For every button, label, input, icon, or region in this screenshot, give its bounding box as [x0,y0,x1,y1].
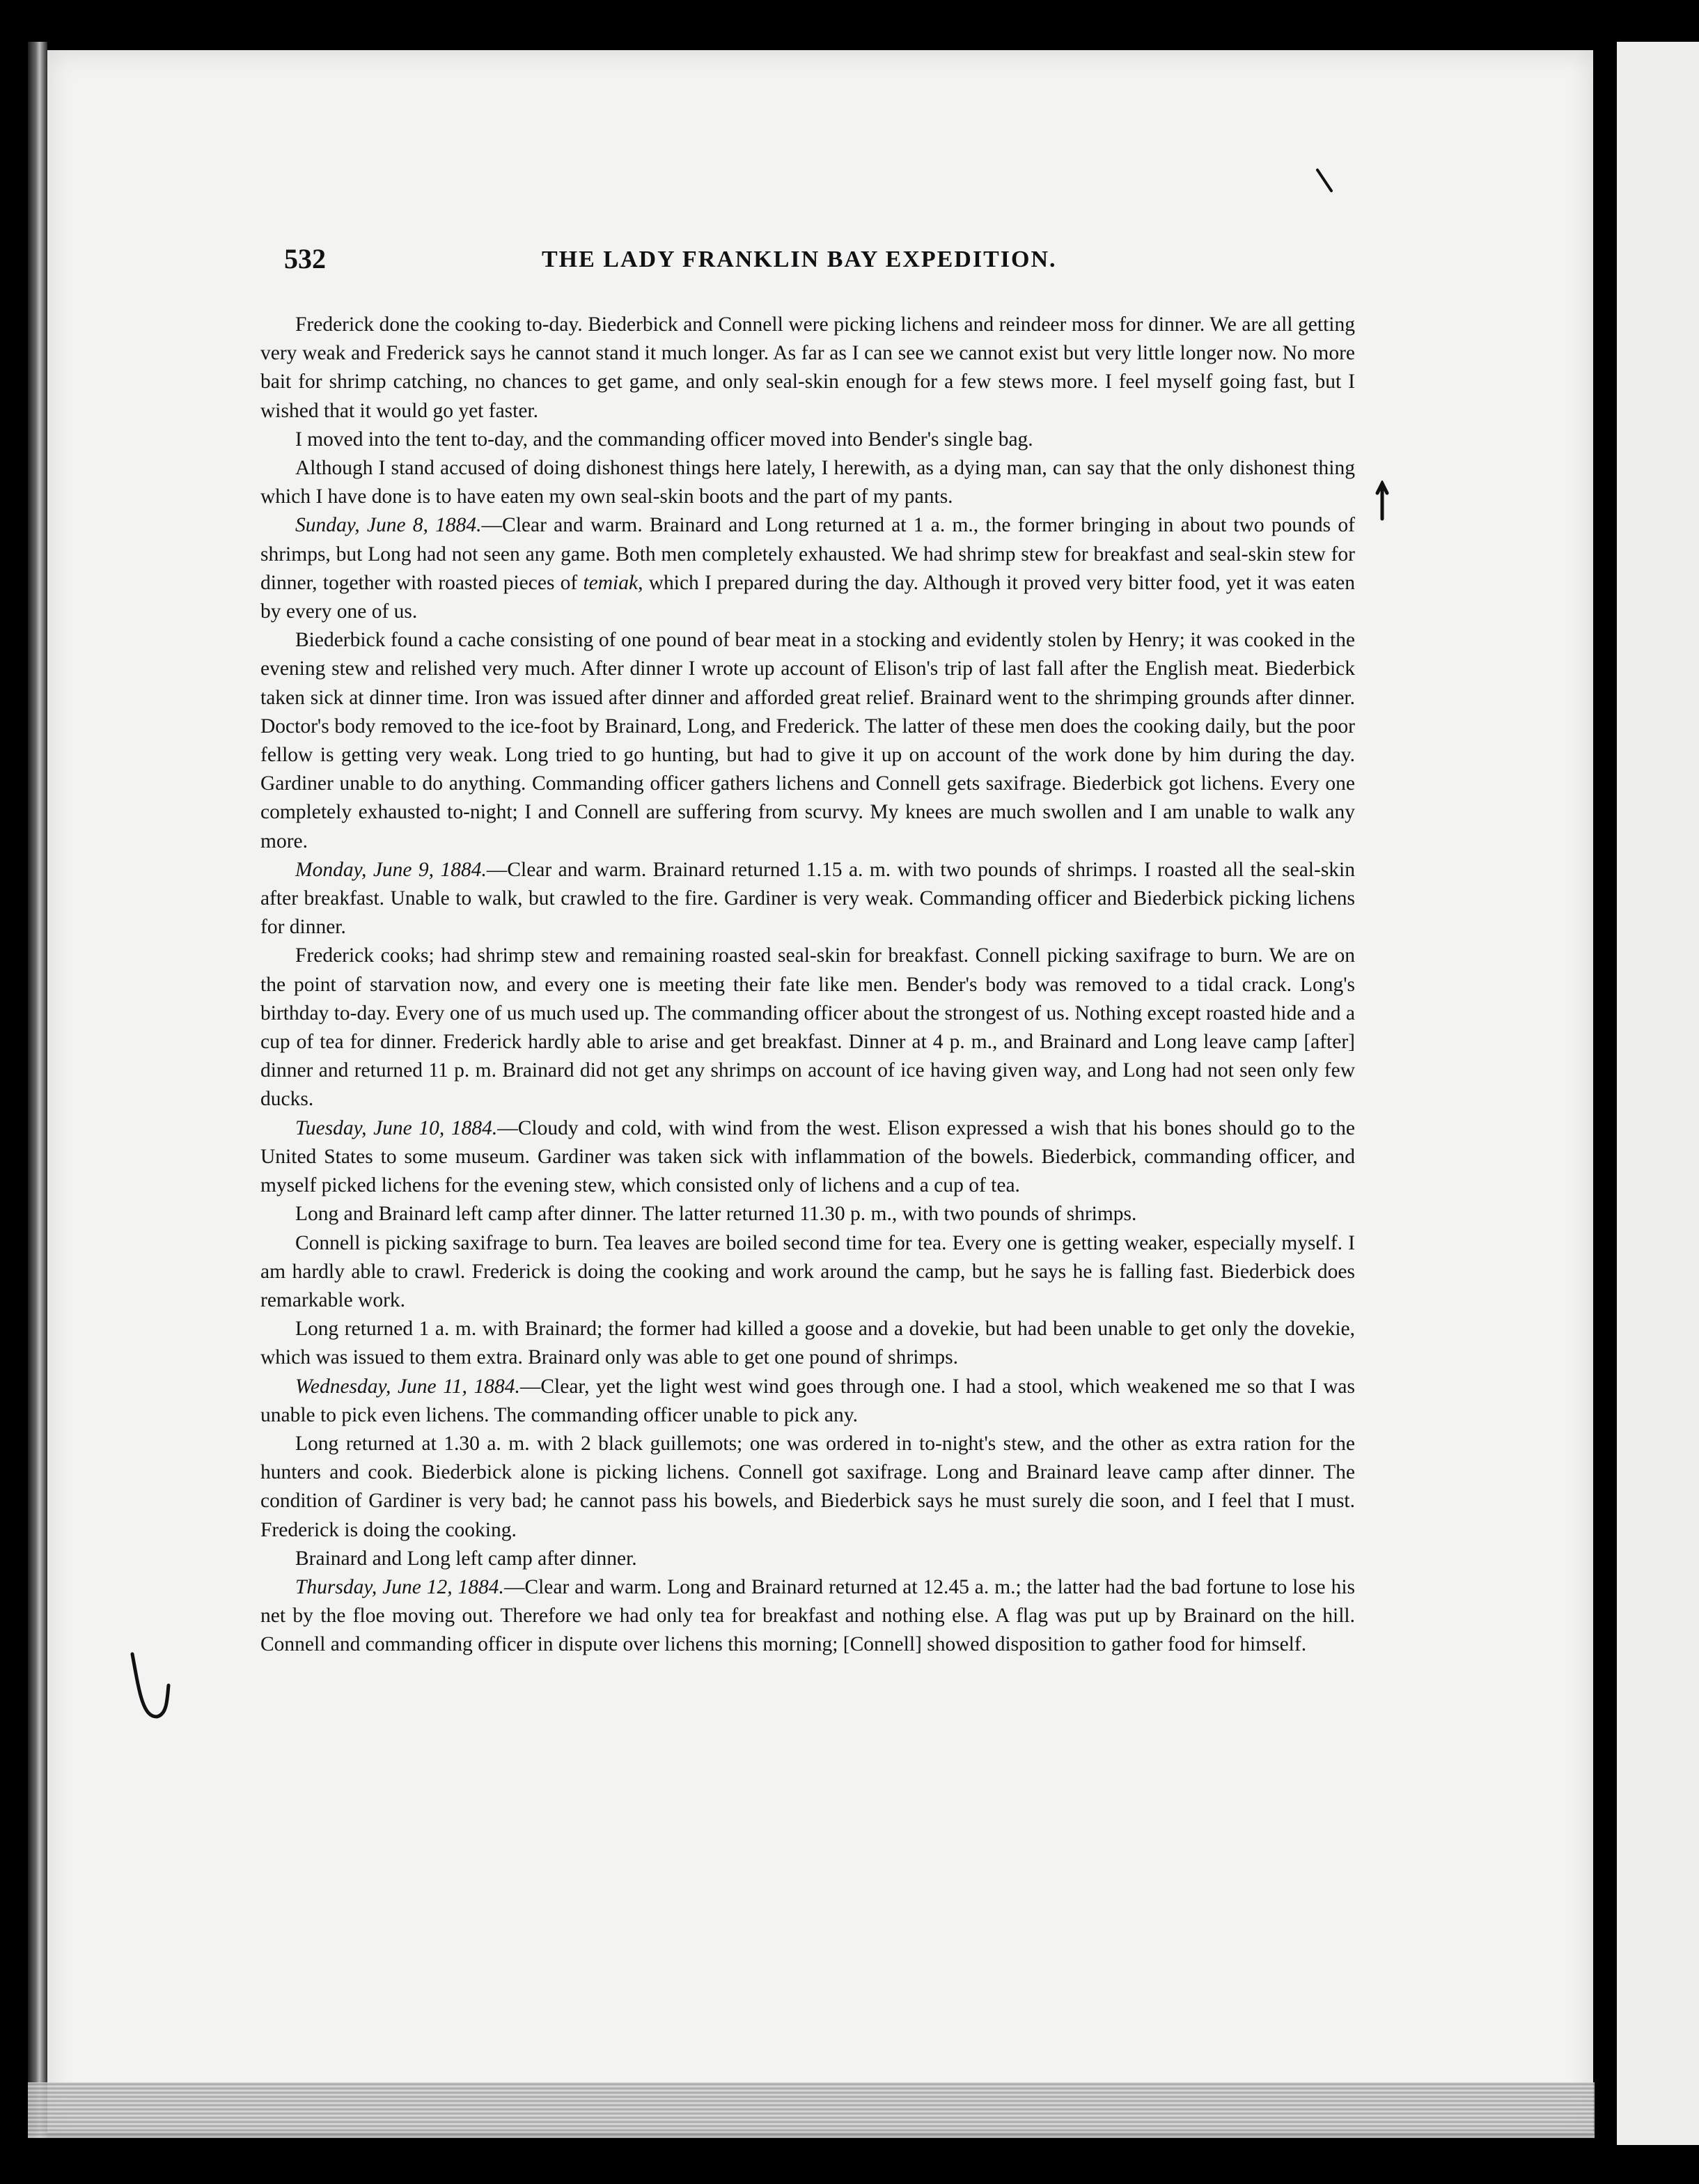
paragraph: I moved into the tent to-day, and the commanding officer moved into Bender's single bag. [295,428,1033,451]
page-number: 532 [284,243,326,274]
running-head: THE LADY FRANKLIN BAY EXPEDITION. [542,247,1057,272]
paragraph: Long and Brainard left camp after dinner. The latter returned 11.30 p. m., with two pounds of shrimps. [295,1203,1137,1226]
page-edge-left [28,42,47,2138]
entry-date: Monday, June 9, 1884. [295,858,487,881]
paragraph: Sunday, June 8, 1884.—Clear and warm. Brainard and Long returned at 1 a. m., the former bringing in about two pounds of shrimps, but Long had not seen any game. Both men completely exhausted. We had shrimp stew for breakfast and seal-skin stew for dinner, together with roasted pieces of temiak, which I prepared during the day. Although it proved very bitter food, yet it was eaten by every one of us. [260,514,1355,623]
margin-arrow-mark [1372,481,1393,522]
paragraph: Frederick cooks; had shrimp stew and remaining roasted seal-skin for breakfast. Connell picking saxifrage to burn. We are on the point of starvation now, and every one is meeting their fate like men. Bender's body was removed to a tidal crack. Long's birthday to-day. Every one of us much used up. The commanding officer about the strongest of us. Nothing except roasted hide and a cup of tea for dinner. Frederick hardly able to arise and get breakfast. Dinner at 4 p. m., and Brainard and Long leave camp [after] dinner and returned 11 p. m. Brainard did not get any shrimps on account of ice having given way, and Long had not seen only few ducks. [260,944,1355,1111]
paragraph: Thursday, June 12, 1884.—Clear and warm. Long and Brainard returned at 12.45 a. m.; the latter had the bad fortune to lose his net by the floe moving out. Therefore we had only tea for breakfast and nothing else. A flag was put up by Brainard on the hill. Connell and commanding officer in dispute over lichens this morning; [Connell] showed disposition to gather food for himself. [260,1575,1355,1656]
paragraph: Tuesday, June 10, 1884.—Cloudy and cold, with wind from the west. Elison expressed a wish that his bones should go to the United States to some museum. Gardiner was taken sick with inflammation of the bowels. Biederbick, commanding officer, and myself picked lichens for the evening stew, which consisted only of lichens and a cup of tea. [260,1116,1355,1197]
paragraph: Long returned 1 a. m. with Brainard; the former had killed a goose and a dovekie, but had been unable to get only the dovekie, which was issued to them extra. Brainard only was able to get one pound of shrimps. [260,1318,1355,1369]
entry-date: Tuesday, June 10, 1884. [295,1116,498,1139]
entry-date: Sunday, June 8, 1884. [295,514,482,537]
paragraph: Long returned at 1.30 a. m. with 2 black guillemots; one was ordered in to-night's stew, and the other as extra ration for the hunters and cook. Biederbick alone is picking lichens. Connell got saxifrage. Long and Brainard leave camp after dinner. The condition of Gardiner is very bad; he cannot pass his bowels, and Biederbick says he must surely die soon, and I feel that I must. Frederick is doing the cooking. [260,1432,1355,1541]
paragraph: Brainard and Long left camp after dinner. [295,1547,637,1570]
paragraph: Connell is picking saxifrage to burn. Tea leaves are boiled second time for tea. Every one is getting weaker, especially myself. I am hardly able to crawl. Frederick is doing the cooking and work around the camp, but he says he is falling fast. Biederbick does remarkable work. [260,1231,1355,1311]
paragraph: Frederick done the cooking to-day. Biederbick and Connell were picking lichens and reindeer moss for dinner. We are all getting very weak and Frederick says he cannot stand it much longer. As far as I can see we cannot exist but very little longer now. No more bait for shrimp catching, no chances to get game, and only seal-skin enough for a few stews more. I feel myself going fast, but I wished that it would go yet faster. [260,313,1355,422]
italic-term: temiak, [583,571,643,594]
paragraph: Monday, June 9, 1884.—Clear and warm. Brainard returned 1.15 a. m. with two pounds of shrimps. I roasted all the seal-skin after breakfast. Unable to walk, but crawled to the fire. Gardiner is very weak. Commanding officer and Biederbick picking lichens for dinner. [260,858,1355,939]
paragraph: Biederbick found a cache consisting of one pound of bear meat in a stocking and evidently stolen by Henry; it was cooked in the evening stew and relished very much. After dinner I wrote up account of Elison's trip of last fall after the English meat. Biederbick taken sick at dinner time. Iron was issued after dinner and afforded great relief. Brainard went to the shrimping grounds after dinner. Doctor's body removed to the ice-foot by Brainard, Long, and Frederick. The latter of these men does the cooking daily, but the poor fellow is getting very weak. Long tried to go hunting, but had to give it up on account of the work done by him during the day. Gardiner unable to do anything. Commanding officer gathers lichens and Connell gets saxifrage. Biederbick got lichens. Every one completely exhausted to-night; I and Connell are suffering from scurvy. My knees are much swollen and I am unable to walk any more. [260,629,1355,852]
facing-page-sliver [1617,42,1699,2145]
paragraph: Although I stand accused of doing dishonest things here lately, I herewith, as a dying man, can say that the only dishonest thing which I have done is to have eaten my own seal-skin boots and the part of my pants. [260,457,1355,508]
stray-mark [1315,167,1336,195]
paragraph: Wednesday, June 11, 1884.—Clear, yet the light west wind goes through one. I had a stool, which weakened me so that I was unable to pick even lichens. The commanding officer unable to pick any. [260,1375,1356,1426]
page-edge-bottom [28,2082,1595,2138]
body-text [260,311,1355,1660]
entry-date: Wednesday, June 11, 1884. [295,1375,520,1398]
margin-pencil-mark [125,1651,181,1727]
entry-date: Thursday, June 12, 1884. [295,1575,504,1598]
page-header [284,242,1363,284]
